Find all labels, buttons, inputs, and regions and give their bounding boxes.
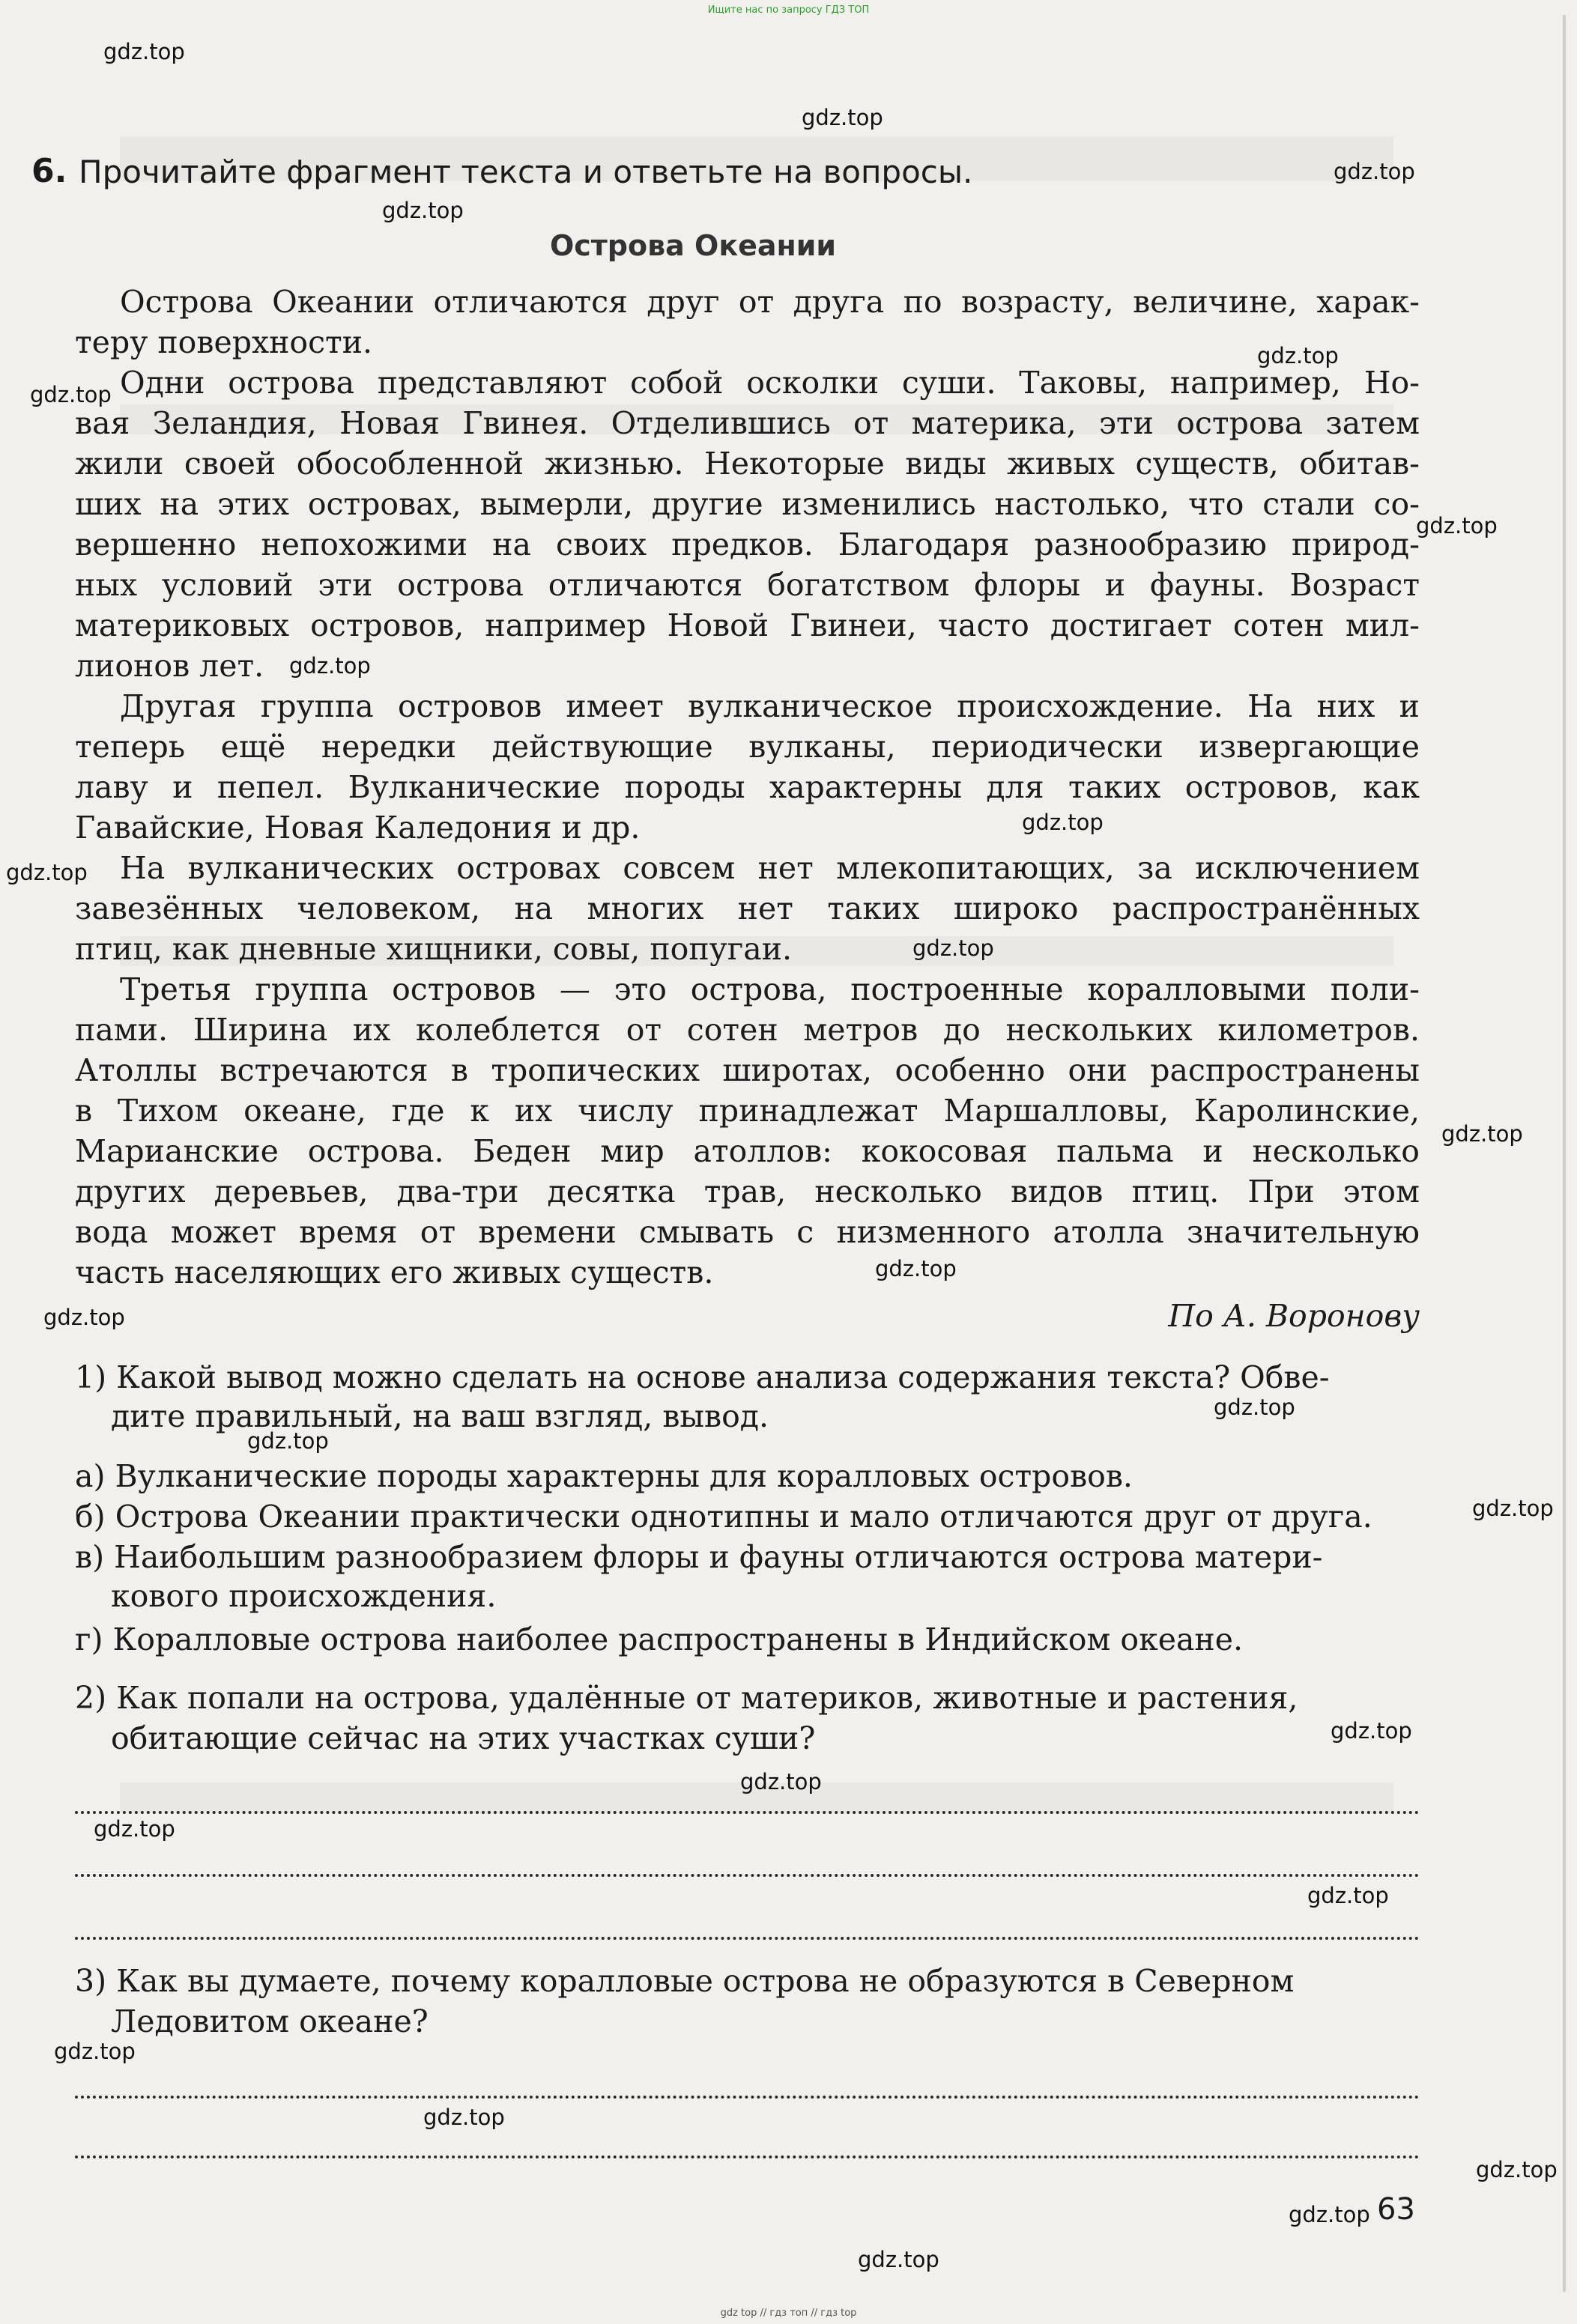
question-2-text-cont: обитающие сейчас на этих участках суши?	[111, 1720, 816, 1756]
article-line: теру поверхности.	[75, 324, 373, 360]
task-number: 6.	[31, 152, 67, 190]
watermark-text: gdz.top	[423, 2105, 505, 2130]
watermark-text: gdz.top	[382, 198, 464, 223]
answer-option-c-cont[interactable]: кового происхождения.	[111, 1578, 497, 1614]
article-line: вершенно непохожими на своих предков. Благодаря разнообразию природ-	[75, 527, 1420, 562]
page-number: 63	[1377, 2192, 1415, 2227]
article-line: теперь ещё нередки действующие вулканы, периодически извергающие	[75, 729, 1420, 765]
watermark-text: gdz.top	[289, 653, 371, 679]
article-line: Третья группа островов — это острова, построенные коралловыми поли-	[120, 971, 1420, 1007]
answer-line[interactable]	[75, 1811, 1420, 1814]
watermark-text: gdz.top	[1334, 159, 1415, 184]
answer-line[interactable]	[75, 2096, 1420, 2099]
article-line: пами. Ширина их колеблется от сотен метров до нескольких километров.	[75, 1012, 1420, 1048]
article-line: птиц, как дневные хищники, совы, попугаи.	[75, 931, 793, 967]
article-line: лаву и пепел. Вулканические породы характерны для таких островов, как	[75, 769, 1420, 805]
article-line: других деревьев, два-три десятка трав, несколько видов птиц. При этом	[75, 1174, 1420, 1210]
article-line: На вулканических островах совсем нет млекопитающих, за исключением	[120, 850, 1420, 886]
article-line: ших на этих островах, вымерли, другие изменились настолько, что стали со-	[75, 486, 1420, 522]
watermark-text: gdz.top	[858, 2247, 939, 2272]
watermark-text: gdz.top	[30, 382, 112, 407]
article-line: вода может время от времени смывать с низменного атолла значительную	[75, 1214, 1420, 1250]
article-line: материковых островов, например Новой Гвинеи, часто достигает сотен мил-	[75, 607, 1420, 643]
watermark-text: gdz.top	[1289, 2202, 1370, 2227]
answer-option-a[interactable]: а) Вулканические породы характерны для коралловых островов.	[75, 1458, 1133, 1494]
article-line: лионов лет.	[75, 648, 264, 684]
watermark-text: gdz.top	[1022, 810, 1104, 835]
watermark-text: gdz.top	[912, 935, 994, 961]
question-1-text-cont: дите правильный, на ваш взгляд, вывод.	[111, 1398, 769, 1434]
bottom-banner[interactable]: gdz top // гдз топ // гдз top	[720, 2308, 857, 2319]
article-line: завезённых человеком, на многих нет таких широко распространённых	[75, 891, 1420, 926]
top-banner[interactable]: Ищите нас по запросу ГДЗ ТОП	[707, 4, 870, 16]
watermark-text: gdz.top	[6, 860, 88, 885]
watermark-text: gdz.top	[43, 1305, 125, 1330]
article-line: часть населяющих его живых существ.	[75, 1254, 714, 1290]
watermark-text: gdz.top	[94, 1816, 175, 1842]
answer-line[interactable]	[75, 2155, 1420, 2158]
article-line: вая Зеландия, Новая Гвинея. Отделившись от материка, эти острова затем	[75, 405, 1420, 441]
article-line: жили своей обособленной жизнью. Некоторые виды живых существ, обитав-	[75, 446, 1420, 482]
article-line: Острова Океании отличаются друг от друга по возрасту, величине, харак-	[120, 284, 1420, 320]
answer-option-b[interactable]: б) Острова Океании практически однотипны и мало отличаются друг от друга.	[75, 1499, 1372, 1535]
article-line: Марианские острова. Беден мир атоллов: кокосовая пальма и несколько	[75, 1133, 1420, 1169]
watermark-text: gdz.top	[247, 1428, 329, 1454]
answer-option-d[interactable]: г) Коралловые острова наиболее распространены в Индийском океане.	[75, 1621, 1244, 1657]
watermark-text: gdz.top	[1331, 1718, 1412, 1744]
answer-line[interactable]	[75, 1874, 1420, 1877]
article-author: По А. Воронову	[1168, 1298, 1420, 1334]
task-instruction: Прочитайте фрагмент текста и ответьте на вопросы.	[79, 154, 973, 190]
watermark-text: gdz.top	[103, 39, 185, 64]
watermark-text: gdz.top	[802, 105, 883, 130]
watermark-text: gdz.top	[1416, 513, 1498, 538]
question-3-text-cont: Ледовитом океане?	[111, 2003, 429, 2039]
watermark-text: gdz.top	[1307, 1883, 1389, 1908]
answer-line[interactable]	[75, 1937, 1420, 1940]
article-title: Острова Океании	[549, 229, 837, 262]
watermark-text: gdz.top	[1214, 1395, 1295, 1420]
article-line: ных условий эти острова отличаются богатством флоры и фауны. Возраст	[75, 567, 1420, 603]
page-edge-shadow	[1563, 15, 1566, 2292]
watermark-text: gdz.top	[1472, 1496, 1554, 1521]
watermark-text: gdz.top	[1476, 2157, 1558, 2182]
watermark-text: gdz.top	[54, 2039, 136, 2064]
article-line: Атоллы встречаются в тропических широтах, особенно они распространены	[75, 1052, 1420, 1088]
article-line: в Тихом океане, где к их числу принадлежат Маршалловы, Каролинские,	[75, 1093, 1420, 1129]
question-1-text: 1) Какой вывод можно сделать на основе анализа содержания текста? Обве-	[75, 1359, 1330, 1395]
watermark-text: gdz.top	[740, 1769, 822, 1794]
watermark-text: gdz.top	[875, 1256, 957, 1281]
question-3-text: 3) Как вы думаете, почему коралловые острова не образуются в Северном	[75, 1963, 1295, 1999]
watermark-text: gdz.top	[1257, 343, 1339, 368]
article-line: Гавайские, Новая Каледония и др.	[75, 810, 641, 846]
article-line: Одни острова представляют собой осколки суши. Таковы, например, Но-	[120, 365, 1420, 401]
watermark-text: gdz.top	[1441, 1121, 1523, 1147]
article-line: Другая группа островов имеет вулканическое происхождение. На них и	[120, 688, 1420, 724]
question-2-text: 2) Как попали на острова, удалённые от материков, животные и растения,	[75, 1680, 1298, 1716]
answer-option-c[interactable]: в) Наибольшим разнообразием флоры и фауны отличаются острова матери-	[75, 1539, 1323, 1575]
